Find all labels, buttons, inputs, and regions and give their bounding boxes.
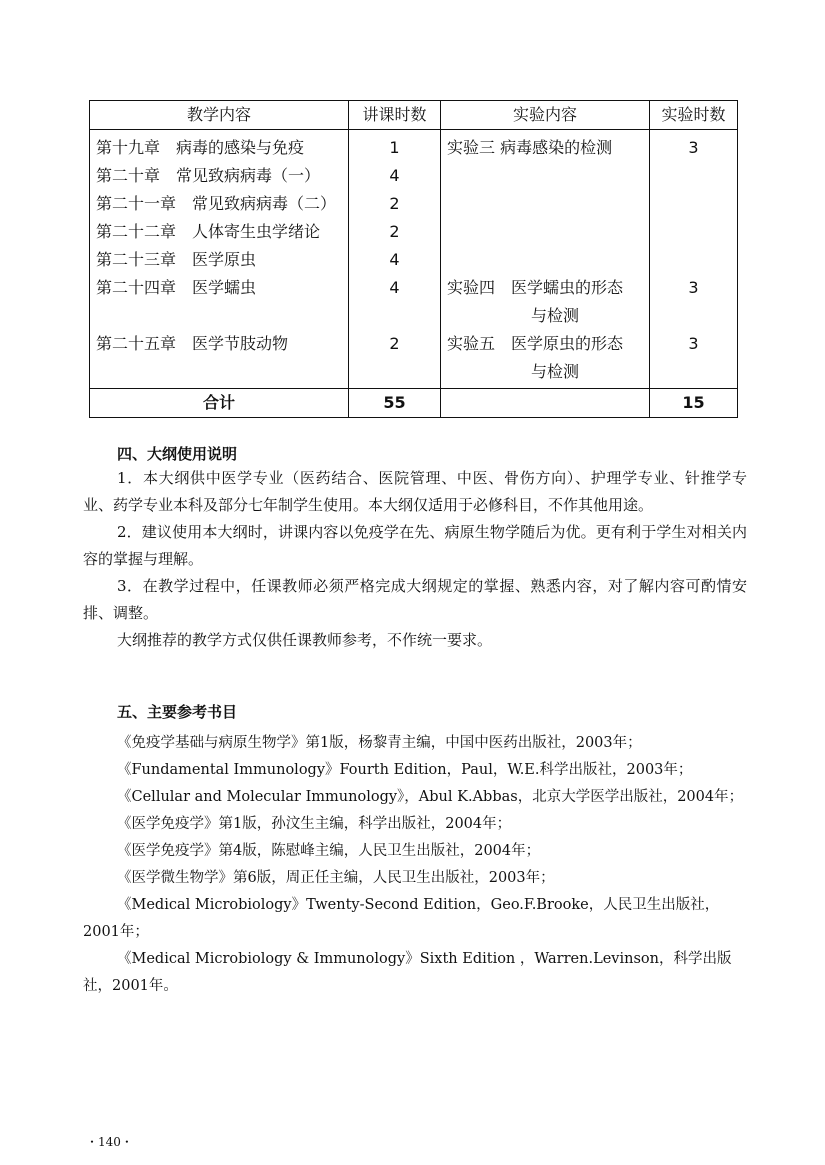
table-row: [90, 190, 738, 218]
table-total-row: [90, 389, 738, 418]
reference-item: 《Cellular and Molecular Immunology》，Abul K.Abbas，北京大学医学出版社，2004年；: [117, 789, 744, 805]
row-exp-hours: [650, 246, 738, 274]
row-experiment: [441, 218, 650, 246]
paragraph: 2．建议使用本大纲时，讲课内容以免疫学在先、病原生物学随后为优。更有利于学生对相关内容的掌握与理解。: [83, 523, 747, 568]
row-content: 第二十三章 医学原虫: [90, 246, 349, 274]
reference-item: 《免疫学基础与病原生物学》第1版，杨黎青主编，中国中医药出版社，2003年；: [117, 735, 642, 751]
row-exp-hours: [650, 218, 738, 246]
experiment-line: 实验五 医学原虫的形态: [447, 334, 624, 353]
header-experiment-content: 实验内容: [441, 101, 650, 130]
section-5-title: 五、主要参考书目: [117, 703, 238, 721]
table-row: [90, 274, 738, 330]
reference-list: [83, 730, 747, 1000]
experiment-line: 与检测: [530, 306, 579, 325]
row-experiment: [441, 330, 650, 389]
table-row: [90, 246, 738, 274]
row-exp-hours: 3: [650, 274, 738, 330]
experiment-line: 实验三 病毒感染的检测: [447, 138, 613, 157]
page-number: ・140・: [86, 1135, 133, 1149]
row-hours: 2: [349, 330, 441, 389]
row-content: 第二十一章 常见致病病毒（二）: [90, 190, 349, 218]
reference-item: 《医学免疫学》第1版，孙汶生主编，科学出版社，2004年；: [117, 816, 512, 832]
row-content: 第二十二章 人体寄生虫学绪论: [90, 218, 349, 246]
row-experiment: [441, 130, 650, 163]
row-content: 第二十五章 医学节肢动物: [90, 330, 349, 389]
reference-item: 《Medical Microbiology & Immunology》Sixth Edition ，Warren.Levinson，科学出版社，2001年。: [83, 951, 732, 994]
section-4-title: 四、大纲使用说明: [117, 445, 238, 463]
row-hours: 2: [349, 190, 441, 218]
paragraph: 1．本大纲供中医学专业（医药结合、医院管理、中医、骨伤方向）、护理学专业、针推学专业、药学专业本科及部分七年制学生使用。本大纲仅适用于必修科目，不作其他用途。: [83, 469, 747, 514]
header-experiment-hours: 实验时数: [650, 101, 738, 130]
paragraph: 大纲推荐的教学方式仅供任课教师参考，不作统一要求。: [117, 631, 493, 649]
reference-item: 《Medical Microbiology》Twenty-Second Edition，Geo.F.Brooke，人民卫生出版社，2001年；: [83, 897, 720, 940]
paragraph: 3．在教学过程中，任课教师必须严格完成大纲规定的掌握、熟悉内容，对了解内容可酌情安排、调整。: [83, 577, 747, 622]
table-row: [90, 130, 738, 163]
row-experiment: [441, 162, 650, 190]
total-hours: 55: [349, 389, 441, 418]
reference-item: 《Fundamental Immunology》Fourth Edition，Paul，W.E.科学出版社，2003年；: [117, 762, 693, 778]
total-exp-hours: 15: [650, 389, 738, 418]
experiment-line: 与检测: [530, 362, 579, 381]
table-header-row: [90, 101, 738, 130]
row-hours: 4: [349, 162, 441, 190]
header-lecture-hours: 讲课时数: [349, 101, 441, 130]
experiment-line: 实验四 医学蠕虫的形态: [447, 278, 624, 297]
row-exp-hours: 3: [650, 130, 738, 163]
total-label: 合计: [90, 389, 349, 418]
row-experiment: [441, 274, 650, 330]
row-content: 第二十四章 医学蠕虫: [90, 274, 349, 330]
row-content: 第二十章 常见致病病毒（一）: [90, 162, 349, 190]
syllabus-table: [89, 100, 738, 418]
header-teaching-content: 教学内容: [90, 101, 349, 130]
row-content: 第十九章 病毒的感染与免疫: [90, 130, 349, 163]
row-exp-hours: 3: [650, 330, 738, 389]
row-hours: 4: [349, 274, 441, 330]
reference-item: 《医学微生物学》第6版，周正任主编，人民卫生出版社，2003年；: [117, 870, 555, 886]
reference-item: 《医学免疫学》第4版，陈慰峰主编，人民卫生出版社，2004年；: [117, 843, 541, 859]
row-hours: 1: [349, 130, 441, 163]
row-exp-hours: [650, 162, 738, 190]
row-exp-hours: [650, 190, 738, 218]
row-hours: 4: [349, 246, 441, 274]
row-hours: 2: [349, 218, 441, 246]
section-4-body: [83, 465, 747, 654]
table-row: [90, 330, 738, 389]
total-experiment: [441, 389, 650, 418]
row-experiment: [441, 246, 650, 274]
row-experiment: [441, 190, 650, 218]
table-row: [90, 218, 738, 246]
table-row: [90, 162, 738, 190]
